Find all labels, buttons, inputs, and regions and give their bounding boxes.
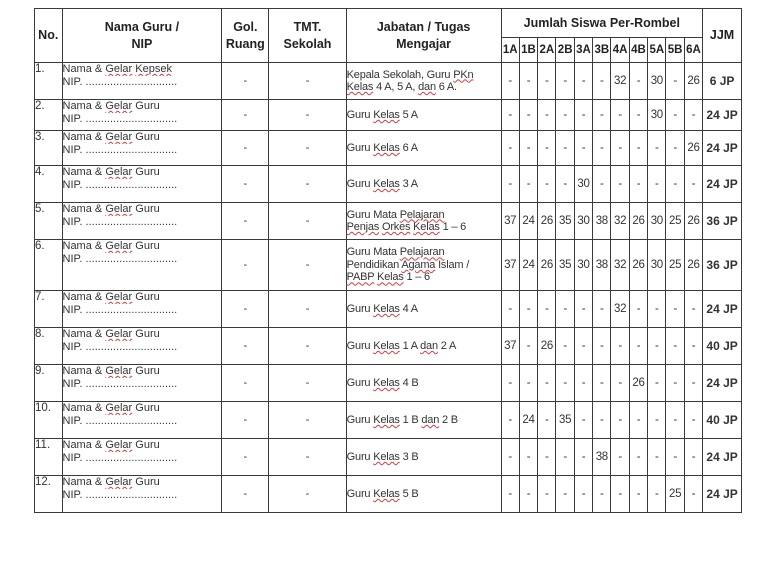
- jjm-value: 6 JP: [703, 63, 742, 100]
- siswa-5b: -: [666, 131, 684, 166]
- siswa-1b: -: [519, 131, 537, 166]
- teacher-name: Nama & Gelar Guru: [62, 131, 160, 143]
- teacher-nip: NIP. ..............................: [62, 377, 178, 390]
- siswa-2a: -: [538, 476, 556, 513]
- row-number: 5.: [35, 203, 63, 240]
- row-number: 4.: [35, 166, 63, 203]
- teacher-name-cell: [62, 328, 222, 365]
- row-number: 12.: [35, 476, 63, 513]
- tmt-sekolah: -: [269, 203, 346, 240]
- teacher-nip: NIP. ..............................: [62, 215, 178, 228]
- siswa-1b: 24: [519, 240, 537, 291]
- header-sekolah: Sekolah: [283, 36, 332, 51]
- jabatan-line: Pendidikan Agama Islam /: [346, 258, 470, 271]
- gol-ruang: -: [222, 203, 269, 240]
- gol-ruang: -: [222, 291, 269, 328]
- table-row: [35, 100, 742, 131]
- teacher-name-cell: [62, 100, 222, 131]
- siswa-5b: 25: [666, 203, 684, 240]
- siswa-4a: 32: [611, 203, 629, 240]
- siswa-2b: -: [556, 365, 574, 402]
- siswa-3a: -: [574, 439, 592, 476]
- siswa-2a: 26: [538, 203, 556, 240]
- tmt-sekolah: -: [269, 131, 346, 166]
- jabatan-cell: [346, 402, 501, 439]
- jabatan-line: Guru Kelas 1 A dan 2 A: [346, 339, 457, 352]
- teacher-name-cell: [62, 131, 222, 166]
- jabatan-cell: [346, 203, 501, 240]
- teacher-name-cell: [62, 63, 222, 100]
- siswa-4a: 32: [611, 291, 629, 328]
- siswa-6a: -: [684, 166, 702, 203]
- jabatan-line: Guru Kelas 3 A: [346, 177, 418, 190]
- row-number: 10.: [35, 402, 63, 439]
- siswa-1b: -: [519, 166, 537, 203]
- siswa-4b: -: [629, 328, 647, 365]
- table-row: [35, 166, 742, 203]
- siswa-2a: 26: [538, 328, 556, 365]
- row-number: 8.: [35, 328, 63, 365]
- teacher-name-cell: [62, 365, 222, 402]
- jabatan-line: Guru Mata Pelajaran: [346, 246, 445, 259]
- header-rombel-5a: 5A: [648, 38, 666, 63]
- row-number: 9.: [35, 365, 63, 402]
- table-row: [35, 240, 742, 291]
- header-jjm: JJM: [703, 9, 742, 63]
- siswa-5b: -: [666, 402, 684, 439]
- header-rombel-2a: 2A: [538, 38, 556, 63]
- header-rombel-6a: 6A: [684, 38, 702, 63]
- siswa-3a: 30: [574, 166, 592, 203]
- siswa-1b: 24: [519, 203, 537, 240]
- siswa-3a: -: [574, 131, 592, 166]
- siswa-4a: -: [611, 439, 629, 476]
- siswa-1b: -: [519, 63, 537, 100]
- teacher-name-cell: [62, 203, 222, 240]
- siswa-1b: -: [519, 476, 537, 513]
- siswa-1a: -: [501, 439, 519, 476]
- table-row: [35, 439, 742, 476]
- table-row: [35, 131, 742, 166]
- header-gol: Gol.: [233, 19, 258, 34]
- siswa-6a: -: [684, 365, 702, 402]
- siswa-5a: 30: [648, 203, 666, 240]
- jabatan-line: Kepala Sekolah, Guru PKn: [346, 68, 474, 81]
- siswa-4a: 32: [611, 240, 629, 291]
- siswa-3b: 38: [593, 240, 611, 291]
- header-rombel-4b: 4B: [629, 38, 647, 63]
- jjm-value: 24 JP: [703, 476, 742, 513]
- jabatan-cell: [346, 476, 501, 513]
- siswa-3a: -: [574, 63, 592, 100]
- siswa-4b: -: [629, 402, 647, 439]
- jabatan-line: PABP Kelas 1 – 6: [346, 271, 430, 284]
- jjm-value: 40 JP: [703, 328, 742, 365]
- header-no: No.: [35, 9, 63, 63]
- teacher-assignment-table: [34, 8, 742, 513]
- siswa-4b: -: [629, 166, 647, 203]
- siswa-1a: -: [501, 476, 519, 513]
- teacher-name-cell: [62, 166, 222, 203]
- header-rombel-1a: 1A: [501, 38, 519, 63]
- tmt-sekolah: -: [269, 476, 346, 513]
- siswa-5b: -: [666, 328, 684, 365]
- gol-ruang: -: [222, 365, 269, 402]
- siswa-5a: -: [648, 476, 666, 513]
- jabatan-line: Penjas Orkes Kelas 1 – 6: [346, 221, 467, 233]
- siswa-6a: -: [684, 439, 702, 476]
- siswa-1a: -: [501, 63, 519, 100]
- teacher-nip: NIP. ..............................: [62, 303, 178, 316]
- siswa-4a: -: [611, 476, 629, 513]
- teacher-name-cell: [62, 240, 222, 291]
- siswa-6a: 26: [684, 63, 702, 100]
- teacher-nip: NIP. ..............................: [62, 340, 178, 353]
- siswa-4b: 26: [629, 365, 647, 402]
- siswa-2a: -: [538, 166, 556, 203]
- siswa-4a: 32: [611, 63, 629, 100]
- siswa-6a: 26: [684, 203, 702, 240]
- siswa-6a: -: [684, 402, 702, 439]
- siswa-4b: 26: [629, 240, 647, 291]
- teacher-nip: NIP. ..............................: [62, 178, 178, 191]
- header-rombel-1b: 1B: [519, 38, 537, 63]
- siswa-5b: 25: [666, 240, 684, 291]
- siswa-1a: -: [501, 100, 519, 131]
- siswa-3b: -: [593, 365, 611, 402]
- siswa-4b: -: [629, 439, 647, 476]
- siswa-1b: -: [519, 291, 537, 328]
- siswa-3b: -: [593, 402, 611, 439]
- siswa-5a: 30: [648, 100, 666, 131]
- siswa-3b: -: [593, 100, 611, 131]
- siswa-5b: -: [666, 100, 684, 131]
- siswa-5a: -: [648, 365, 666, 402]
- teacher-name: Nama & Gelar Guru: [62, 291, 160, 303]
- gol-ruang: -: [222, 100, 269, 131]
- header-gol-ruang: [222, 9, 269, 63]
- teacher-name: Nama & Gelar Guru: [62, 402, 160, 414]
- siswa-1a: -: [501, 291, 519, 328]
- table-row: [35, 328, 742, 365]
- jabatan-line: Guru Kelas 3 B: [346, 450, 419, 463]
- siswa-2a: -: [538, 100, 556, 131]
- siswa-2b: -: [556, 476, 574, 513]
- jabatan-line: Kelas 4 A, 5 A, dan 6 A.: [346, 81, 457, 93]
- jabatan-cell: [346, 365, 501, 402]
- jabatan-cell: [346, 166, 501, 203]
- siswa-4b: -: [629, 131, 647, 166]
- jabatan-line: Guru Kelas 1 B dan 2 B: [346, 413, 458, 426]
- teacher-nip: NIP. ..............................: [62, 143, 178, 156]
- jabatan-line: Guru Kelas 6 A: [346, 141, 418, 154]
- siswa-4a: -: [611, 328, 629, 365]
- header-tmt-sekolah: [269, 9, 346, 63]
- header-nip: NIP: [131, 36, 153, 51]
- siswa-2b: 35: [556, 240, 574, 291]
- siswa-3a: 30: [574, 203, 592, 240]
- siswa-2a: -: [538, 131, 556, 166]
- teacher-nip: NIP. ..............................: [62, 112, 178, 125]
- siswa-1a: -: [501, 131, 519, 166]
- table-row: [35, 476, 742, 513]
- tmt-sekolah: -: [269, 365, 346, 402]
- siswa-2b: 35: [556, 402, 574, 439]
- teacher-nip: NIP. ..............................: [62, 451, 178, 464]
- jabatan-cell: [346, 100, 501, 131]
- header-ruang: Ruang: [225, 36, 265, 51]
- siswa-2a: -: [538, 439, 556, 476]
- siswa-4b: 26: [629, 203, 647, 240]
- jjm-value: 24 JP: [703, 100, 742, 131]
- table-row: [35, 63, 742, 100]
- siswa-5b: 25: [666, 476, 684, 513]
- siswa-3b: 38: [593, 439, 611, 476]
- siswa-4a: -: [611, 131, 629, 166]
- siswa-1a: -: [501, 166, 519, 203]
- siswa-1a: 37: [501, 328, 519, 365]
- gol-ruang: -: [222, 439, 269, 476]
- siswa-1b: 24: [519, 402, 537, 439]
- gol-ruang: -: [222, 476, 269, 513]
- jjm-value: 24 JP: [703, 166, 742, 203]
- tmt-sekolah: -: [269, 328, 346, 365]
- siswa-5a: -: [648, 166, 666, 203]
- tmt-sekolah: -: [269, 63, 346, 100]
- siswa-6a: 26: [684, 240, 702, 291]
- siswa-2b: 35: [556, 203, 574, 240]
- gol-ruang: -: [222, 131, 269, 166]
- siswa-2a: -: [538, 63, 556, 100]
- teacher-name-cell: [62, 439, 222, 476]
- siswa-5b: -: [666, 439, 684, 476]
- siswa-3a: -: [574, 402, 592, 439]
- siswa-2b: -: [556, 166, 574, 203]
- siswa-4a: -: [611, 100, 629, 131]
- teacher-nip: NIP. ..............................: [62, 252, 178, 265]
- siswa-2a: -: [538, 365, 556, 402]
- jabatan-cell: [346, 240, 501, 291]
- header-rombel-3a: 3A: [574, 38, 592, 63]
- teacher-name: Nama & Gelar Guru: [62, 439, 160, 451]
- siswa-4b: -: [629, 100, 647, 131]
- tmt-sekolah: -: [269, 402, 346, 439]
- siswa-3a: -: [574, 291, 592, 328]
- tmt-sekolah: -: [269, 166, 346, 203]
- siswa-5a: -: [648, 291, 666, 328]
- siswa-5b: -: [666, 166, 684, 203]
- jabatan-line: Guru Kelas 5 A: [346, 108, 418, 121]
- siswa-2b: -: [556, 439, 574, 476]
- teacher-name: Nama & Gelar Guru: [62, 166, 160, 178]
- siswa-3b: -: [593, 476, 611, 513]
- siswa-3b: -: [593, 328, 611, 365]
- siswa-4b: -: [629, 63, 647, 100]
- siswa-1a: 37: [501, 203, 519, 240]
- siswa-2b: -: [556, 291, 574, 328]
- jjm-value: 36 JP: [703, 240, 742, 291]
- table-row: [35, 203, 742, 240]
- jjm-value: 24 JP: [703, 131, 742, 166]
- table-row: [35, 365, 742, 402]
- table-row: [35, 291, 742, 328]
- tmt-sekolah: -: [269, 100, 346, 131]
- header-tmt: TMT.: [293, 19, 322, 34]
- row-number: 7.: [35, 291, 63, 328]
- siswa-6a: -: [684, 476, 702, 513]
- siswa-6a: -: [684, 100, 702, 131]
- jjm-value: 24 JP: [703, 439, 742, 476]
- jjm-value: 24 JP: [703, 365, 742, 402]
- siswa-2b: -: [556, 63, 574, 100]
- teacher-name-cell: [62, 402, 222, 439]
- jabatan-line: Guru Kelas 4 B: [346, 376, 419, 389]
- row-number: 2.: [35, 100, 63, 131]
- header-jabatan-line2: Mengajar: [396, 36, 452, 51]
- gol-ruang: -: [222, 402, 269, 439]
- siswa-3a: 30: [574, 240, 592, 291]
- jabatan-cell: [346, 328, 501, 365]
- siswa-4a: -: [611, 365, 629, 402]
- siswa-2a: -: [538, 402, 556, 439]
- row-number: 3.: [35, 131, 63, 166]
- siswa-4b: -: [629, 476, 647, 513]
- siswa-1b: -: [519, 365, 537, 402]
- siswa-2a: 26: [538, 240, 556, 291]
- siswa-5a: 30: [648, 240, 666, 291]
- jjm-value: 36 JP: [703, 203, 742, 240]
- teacher-nip: NIP. ..............................: [62, 488, 178, 501]
- row-number: 6.: [35, 240, 63, 291]
- jabatan-line: Guru Mata Pelajaran: [346, 208, 445, 221]
- header-jabatan: [346, 9, 501, 63]
- siswa-1b: -: [519, 328, 537, 365]
- table-row: [35, 402, 742, 439]
- siswa-1b: -: [519, 439, 537, 476]
- siswa-5a: 30: [648, 63, 666, 100]
- siswa-5b: -: [666, 365, 684, 402]
- teacher-name: Nama & Gelar Guru: [62, 365, 160, 377]
- siswa-6a: -: [684, 291, 702, 328]
- siswa-2b: -: [556, 131, 574, 166]
- header-rombel-4a: 4A: [611, 38, 629, 63]
- teacher-nip: NIP. ..............................: [62, 75, 178, 88]
- siswa-3b: 38: [593, 203, 611, 240]
- siswa-2b: -: [556, 328, 574, 365]
- teacher-name: Nama & Gelar Guru: [62, 328, 160, 340]
- siswa-3b: -: [593, 63, 611, 100]
- gol-ruang: -: [222, 328, 269, 365]
- siswa-3b: -: [593, 291, 611, 328]
- siswa-2a: -: [538, 291, 556, 328]
- siswa-3a: -: [574, 365, 592, 402]
- siswa-5b: -: [666, 291, 684, 328]
- jabatan-cell: [346, 63, 501, 100]
- siswa-6a: -: [684, 328, 702, 365]
- siswa-5a: -: [648, 439, 666, 476]
- jabatan-line: Guru Kelas 5 B: [346, 487, 419, 500]
- tmt-sekolah: -: [269, 439, 346, 476]
- siswa-6a: 26: [684, 131, 702, 166]
- teacher-name-cell: [62, 291, 222, 328]
- tmt-sekolah: -: [269, 291, 346, 328]
- jabatan-cell: [346, 439, 501, 476]
- siswa-2b: -: [556, 100, 574, 131]
- header-jabatan-line1: Jabatan / Tugas: [376, 19, 471, 34]
- header-rombel-2b: 2B: [556, 38, 574, 63]
- jjm-value: 24 JP: [703, 291, 742, 328]
- siswa-3a: -: [574, 476, 592, 513]
- siswa-4a: -: [611, 166, 629, 203]
- siswa-5a: -: [648, 328, 666, 365]
- siswa-5a: -: [648, 131, 666, 166]
- siswa-1a: -: [501, 365, 519, 402]
- siswa-1a: -: [501, 402, 519, 439]
- siswa-1a: 37: [501, 240, 519, 291]
- teacher-name: Nama & Gelar Kepsek: [62, 63, 172, 75]
- siswa-3a: -: [574, 100, 592, 131]
- siswa-3b: -: [593, 166, 611, 203]
- teacher-name: Nama & Gelar Guru: [62, 203, 160, 215]
- row-number: 1.: [35, 63, 63, 100]
- siswa-1b: -: [519, 100, 537, 131]
- row-number: 11.: [35, 439, 63, 476]
- siswa-5a: -: [648, 402, 666, 439]
- header-rombel-5b: 5B: [666, 38, 684, 63]
- siswa-3a: -: [574, 328, 592, 365]
- gol-ruang: -: [222, 63, 269, 100]
- jabatan-cell: [346, 131, 501, 166]
- gol-ruang: -: [222, 240, 269, 291]
- header-rombel-3b: 3B: [593, 38, 611, 63]
- teacher-nip: NIP. ..............................: [62, 414, 178, 427]
- teacher-name: Nama & Gelar Guru: [62, 240, 160, 252]
- siswa-4a: -: [611, 402, 629, 439]
- siswa-3b: -: [593, 131, 611, 166]
- header-nama: Nama Guru /: [104, 19, 180, 34]
- header-nama-nip: [62, 9, 222, 63]
- teacher-name-cell: [62, 476, 222, 513]
- jjm-value: 40 JP: [703, 402, 742, 439]
- jabatan-cell: [346, 291, 501, 328]
- jabatan-line: Guru Kelas 4 A: [346, 302, 418, 315]
- tmt-sekolah: -: [269, 240, 346, 291]
- gol-ruang: -: [222, 166, 269, 203]
- teacher-name: Nama & Gelar Guru: [62, 100, 160, 112]
- header-jumlah-siswa: Jumlah Siswa Per-Rombel: [501, 9, 703, 38]
- siswa-5b: -: [666, 63, 684, 100]
- siswa-4b: -: [629, 291, 647, 328]
- teacher-name: Nama & Gelar Guru: [62, 476, 160, 488]
